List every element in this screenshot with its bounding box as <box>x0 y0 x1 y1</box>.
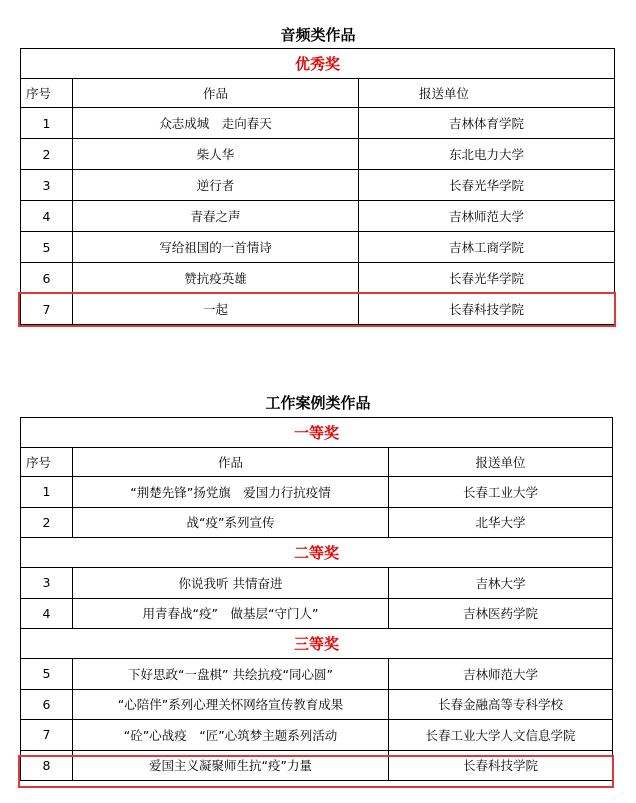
table-row <box>21 659 613 690</box>
award-third: 三等奖 <box>21 629 613 659</box>
row-work: 青春之声 <box>73 201 359 232</box>
row-work: 柴人华 <box>73 139 359 170</box>
row-unit: 吉林工商学院 <box>359 232 615 263</box>
row-unit: 吉林体育学院 <box>359 108 615 139</box>
row-unit: 吉林医药学院 <box>389 598 613 629</box>
row-work: 写给祖国的一首情诗 <box>73 232 359 263</box>
row-no: 5 <box>21 232 73 263</box>
table-row <box>21 139 615 170</box>
row-unit: 吉林大学 <box>389 568 613 599</box>
header-no: 序号 <box>21 448 73 477</box>
table-row <box>21 689 613 720</box>
row-work: 爱国主义凝聚师生抗“疫”力量 <box>73 750 389 781</box>
table-row <box>21 263 615 294</box>
row-unit: 东北电力大学 <box>359 139 615 170</box>
row-work: 一起 <box>73 294 359 325</box>
row-no: 1 <box>21 477 73 508</box>
row-unit: 长春金融高等专科学校 <box>389 689 613 720</box>
row-no: 7 <box>21 720 73 751</box>
row-no: 5 <box>21 659 73 690</box>
row-work: 下好思政“一盘棋” 共绘抗疫“同心圆” <box>73 659 389 690</box>
row-no: 4 <box>21 598 73 629</box>
row-no: 2 <box>21 507 73 538</box>
row-work: 赞抗疫英雄 <box>73 263 359 294</box>
row-unit: 北华大学 <box>389 507 613 538</box>
row-no: 3 <box>21 568 73 599</box>
highlight-box <box>18 755 614 788</box>
row-work: 用青春战“疫” 做基层“守门人” <box>73 598 389 629</box>
table-row <box>21 598 613 629</box>
row-work: 战“疫”系列宣传 <box>73 507 389 538</box>
row-no: 6 <box>21 689 73 720</box>
table-row <box>21 232 615 263</box>
audio-works-title: 音频类作品 <box>280 26 356 44</box>
row-unit: 长春光华学院 <box>359 170 615 201</box>
header-unit: 报送单位 <box>359 79 615 108</box>
row-no: 2 <box>21 139 73 170</box>
header-unit: 报送单位 <box>389 448 613 477</box>
row-no: 7 <box>21 294 73 325</box>
row-unit: 长春科技学院 <box>389 750 613 781</box>
highlight-box <box>18 292 616 327</box>
table-row <box>21 720 613 751</box>
row-no: 6 <box>21 263 73 294</box>
audio-works-table <box>20 48 615 325</box>
header-work: 作品 <box>73 448 389 477</box>
row-work: 你说我听 共情奋进 <box>73 568 389 599</box>
row-no: 4 <box>21 201 73 232</box>
case-works-table <box>20 417 613 781</box>
row-work: “荆楚先锋”扬党旗 爱国力行抗疫情 <box>73 477 389 508</box>
award-first: 一等奖 <box>21 418 613 448</box>
table-row <box>21 108 615 139</box>
header-work: 作品 <box>73 79 359 108</box>
table-row <box>21 170 615 201</box>
row-unit: 长春光华学院 <box>359 263 615 294</box>
row-work: “砼”心战疫 “匠”心筑梦主题系列活动 <box>73 720 389 751</box>
row-unit: 长春工业大学 <box>389 477 613 508</box>
table-row <box>21 568 613 599</box>
row-unit: 吉林师范大学 <box>389 659 613 690</box>
award-second: 二等奖 <box>21 538 613 568</box>
table-row <box>21 507 613 538</box>
row-no: 8 <box>21 750 73 781</box>
award-excellence: 优秀奖 <box>21 49 615 79</box>
table-row <box>21 477 613 508</box>
table-row <box>21 201 615 232</box>
header-no: 序号 <box>21 79 73 108</box>
row-work: 逆行者 <box>73 170 359 201</box>
row-unit: 长春工业大学人文信息学院 <box>389 720 613 751</box>
row-no: 1 <box>21 108 73 139</box>
row-unit: 吉林师范大学 <box>359 201 615 232</box>
row-work: 众志成城 走向春天 <box>73 108 359 139</box>
case-works-title: 工作案例类作品 <box>265 394 371 412</box>
row-unit: 长春科技学院 <box>359 294 615 325</box>
row-work: “心陪伴”系列心理关怀网络宣传教育成果 <box>73 689 389 720</box>
row-no: 3 <box>21 170 73 201</box>
